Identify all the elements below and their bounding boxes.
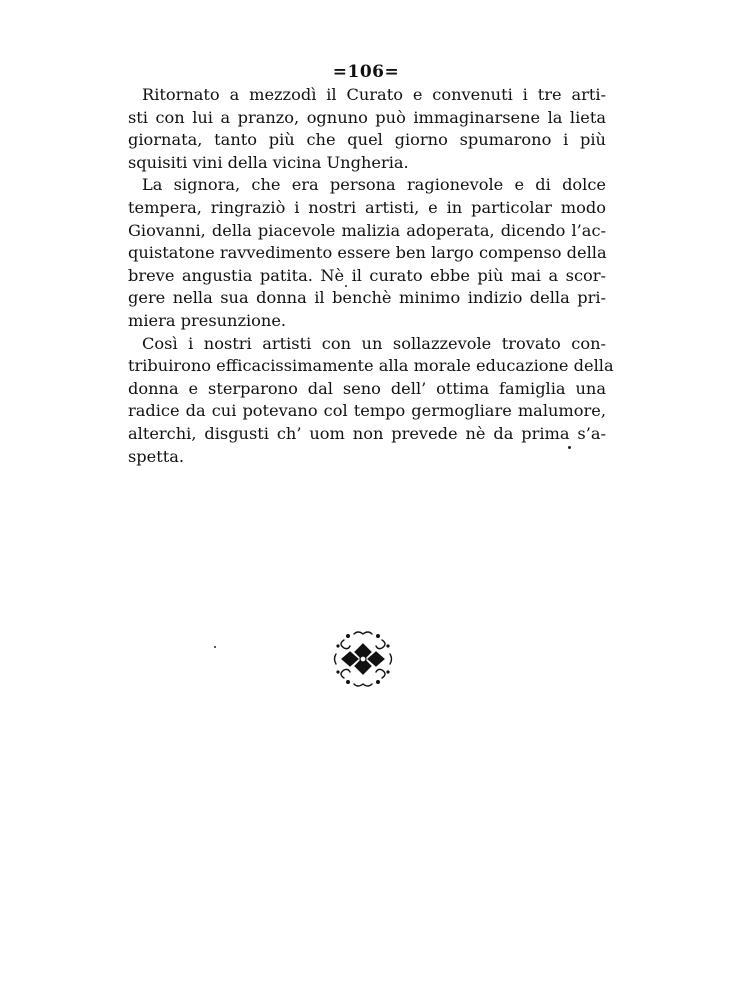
print-speck [214, 646, 216, 648]
text-line: miera presunzione. [128, 310, 287, 330]
text-line: spetta. [128, 446, 185, 466]
text-line: tempera, ringraziò i nostri artisti, e in particolar modo [128, 197, 606, 217]
text-line: squisiti vini della vicina Ungheria. [128, 152, 409, 172]
body-text [128, 84, 614, 468]
text-line: La signora, che era persona ragionevole e di dolce [142, 175, 606, 195]
text-line: giornata, tanto più che quel giorno spumarono i più [128, 130, 606, 150]
text-line: breve angustia patita. Nè il curato ebbe più mai a scor- [128, 265, 606, 285]
page-number: =106= [332, 62, 400, 82]
text-line: alterchi, disgusti ch’ uom non prevede nè da prima s’a- [128, 423, 606, 443]
print-speck [568, 446, 571, 449]
text-line: Ritornato a mezzodì il Curato e convenuti i tre arti- [142, 85, 606, 104]
text-line: gere nella sua donna il benchè minimo indizio della pri- [128, 288, 606, 308]
text-line: radice da cui potevano col tempo germogliare malumore, [128, 401, 606, 421]
text-line: quistatone ravvedimento essere ben largo compenso della [128, 243, 607, 263]
paragraph-1 [128, 84, 606, 174]
text-line: Così i nostri artisti con un sollazzevole trovato con- [142, 333, 606, 353]
floral-ornament-icon [330, 626, 396, 692]
print-speck [345, 285, 347, 287]
text-line: sti con lui a pranzo, ognuno può immaginarsene la lieta [128, 107, 606, 127]
text-line: donna e sterparono dal seno dell’ ottima famiglia una [128, 378, 606, 398]
text-line: Giovanni, della piacevole malizia adoperata, dicendo l’ac- [128, 220, 606, 240]
paragraph-3 [128, 333, 614, 469]
paragraph-2 [128, 174, 606, 332]
text-line: tribuirono efficacissimamente alla morale educazione della [128, 356, 614, 376]
